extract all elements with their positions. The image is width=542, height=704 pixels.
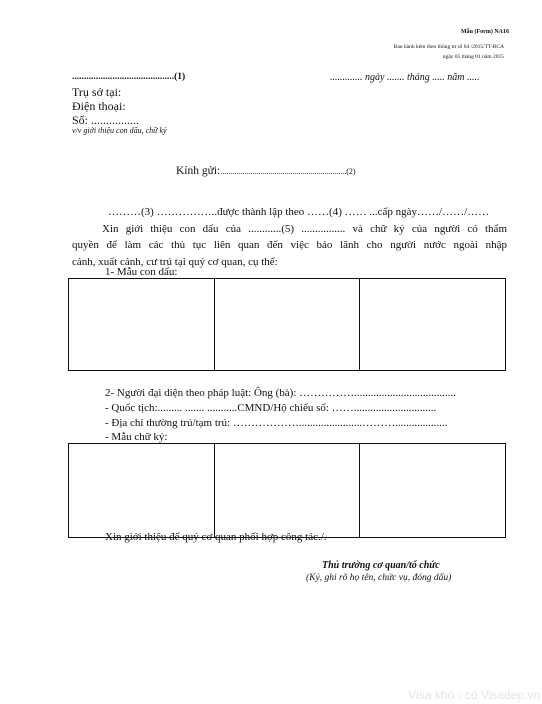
- representative-line: 2- Người đại diện theo pháp luật: Ông (bà): …………….....................................: [105, 387, 456, 399]
- signature-sample-cell: [360, 444, 505, 537]
- signature-sample-cell: [69, 444, 215, 537]
- closing-sentence: Xin giới thiệu để quý cơ quan phối hợp công tác./.: [105, 531, 327, 543]
- address-label: Trụ sở tại:: [72, 85, 122, 99]
- signer-note: (Ký, ghi rõ họ tên, chức vụ, đóng dấu): [306, 573, 452, 583]
- issuance-line-2: ngày 05 tháng 01 năm 2015: [442, 53, 504, 60]
- subject-line: v/v giới thiệu con dấu, chữ ký: [72, 126, 167, 135]
- seal-sample-table: [68, 278, 506, 371]
- signature-sample-table: [68, 443, 506, 538]
- seal-section-title: 1- Mẫu con dấu:: [105, 266, 178, 278]
- seal-sample-cell: [215, 279, 361, 370]
- date-line: ............. ngày ....... tháng ..... năm .....: [330, 72, 480, 83]
- seal-sample-cell: [69, 279, 215, 370]
- phone-label: Điện thoại:: [72, 99, 126, 113]
- form-code: Mẫu (Form) NA16: [461, 29, 509, 35]
- recipient-label: Kính gửi:: [176, 165, 221, 177]
- issuance-line-1: Ban hành kèm theo thông tư số 04 /2015/TT-BCA: [393, 44, 504, 50]
- signature-sample-cell: [215, 444, 361, 537]
- issuance-note: [394, 43, 504, 62]
- intro-line-3: quyền để làm các thủ tục liên quan đến việc bảo lãnh cho người nước ngoài nhập: [72, 239, 507, 252]
- organization-name-line: ...........................................(1): [72, 72, 186, 82]
- seal-sample-cell: [360, 279, 505, 370]
- intro-line-2: Xin giới thiệu con dấu của ............(5) ................ và chữ ký của người có thẩm: [102, 222, 507, 235]
- number-label: Số: ................: [72, 113, 140, 127]
- recipient-line: [176, 165, 356, 177]
- recipient-dots: ...............................................................(2): [220, 167, 356, 176]
- signature-sample-label: - Mẫu chữ ký:: [105, 431, 168, 443]
- nationality-line: - Quốc tịch:......... ....... ...........CMND/Hộ chiếu số: ……..............................: [105, 402, 437, 414]
- intro-paragraph: [72, 204, 507, 270]
- intro-line-1: ………(3) ……………..được thành lập theo ……(4) …… ...cấp ngày……/……/……: [108, 206, 490, 218]
- watermark: Visa khó - có Visadep.vn: [408, 688, 540, 702]
- intro-line-4: cảnh, xuất cảnh, cư trú tại quý cơ quan, cụ thể:: [72, 255, 278, 268]
- signer-title: Thủ trưởng cơ quan/tổ chức: [322, 560, 440, 571]
- residence-line: - Địa chỉ thường trú/tạm trú: ……………….......................………...................: [105, 417, 448, 429]
